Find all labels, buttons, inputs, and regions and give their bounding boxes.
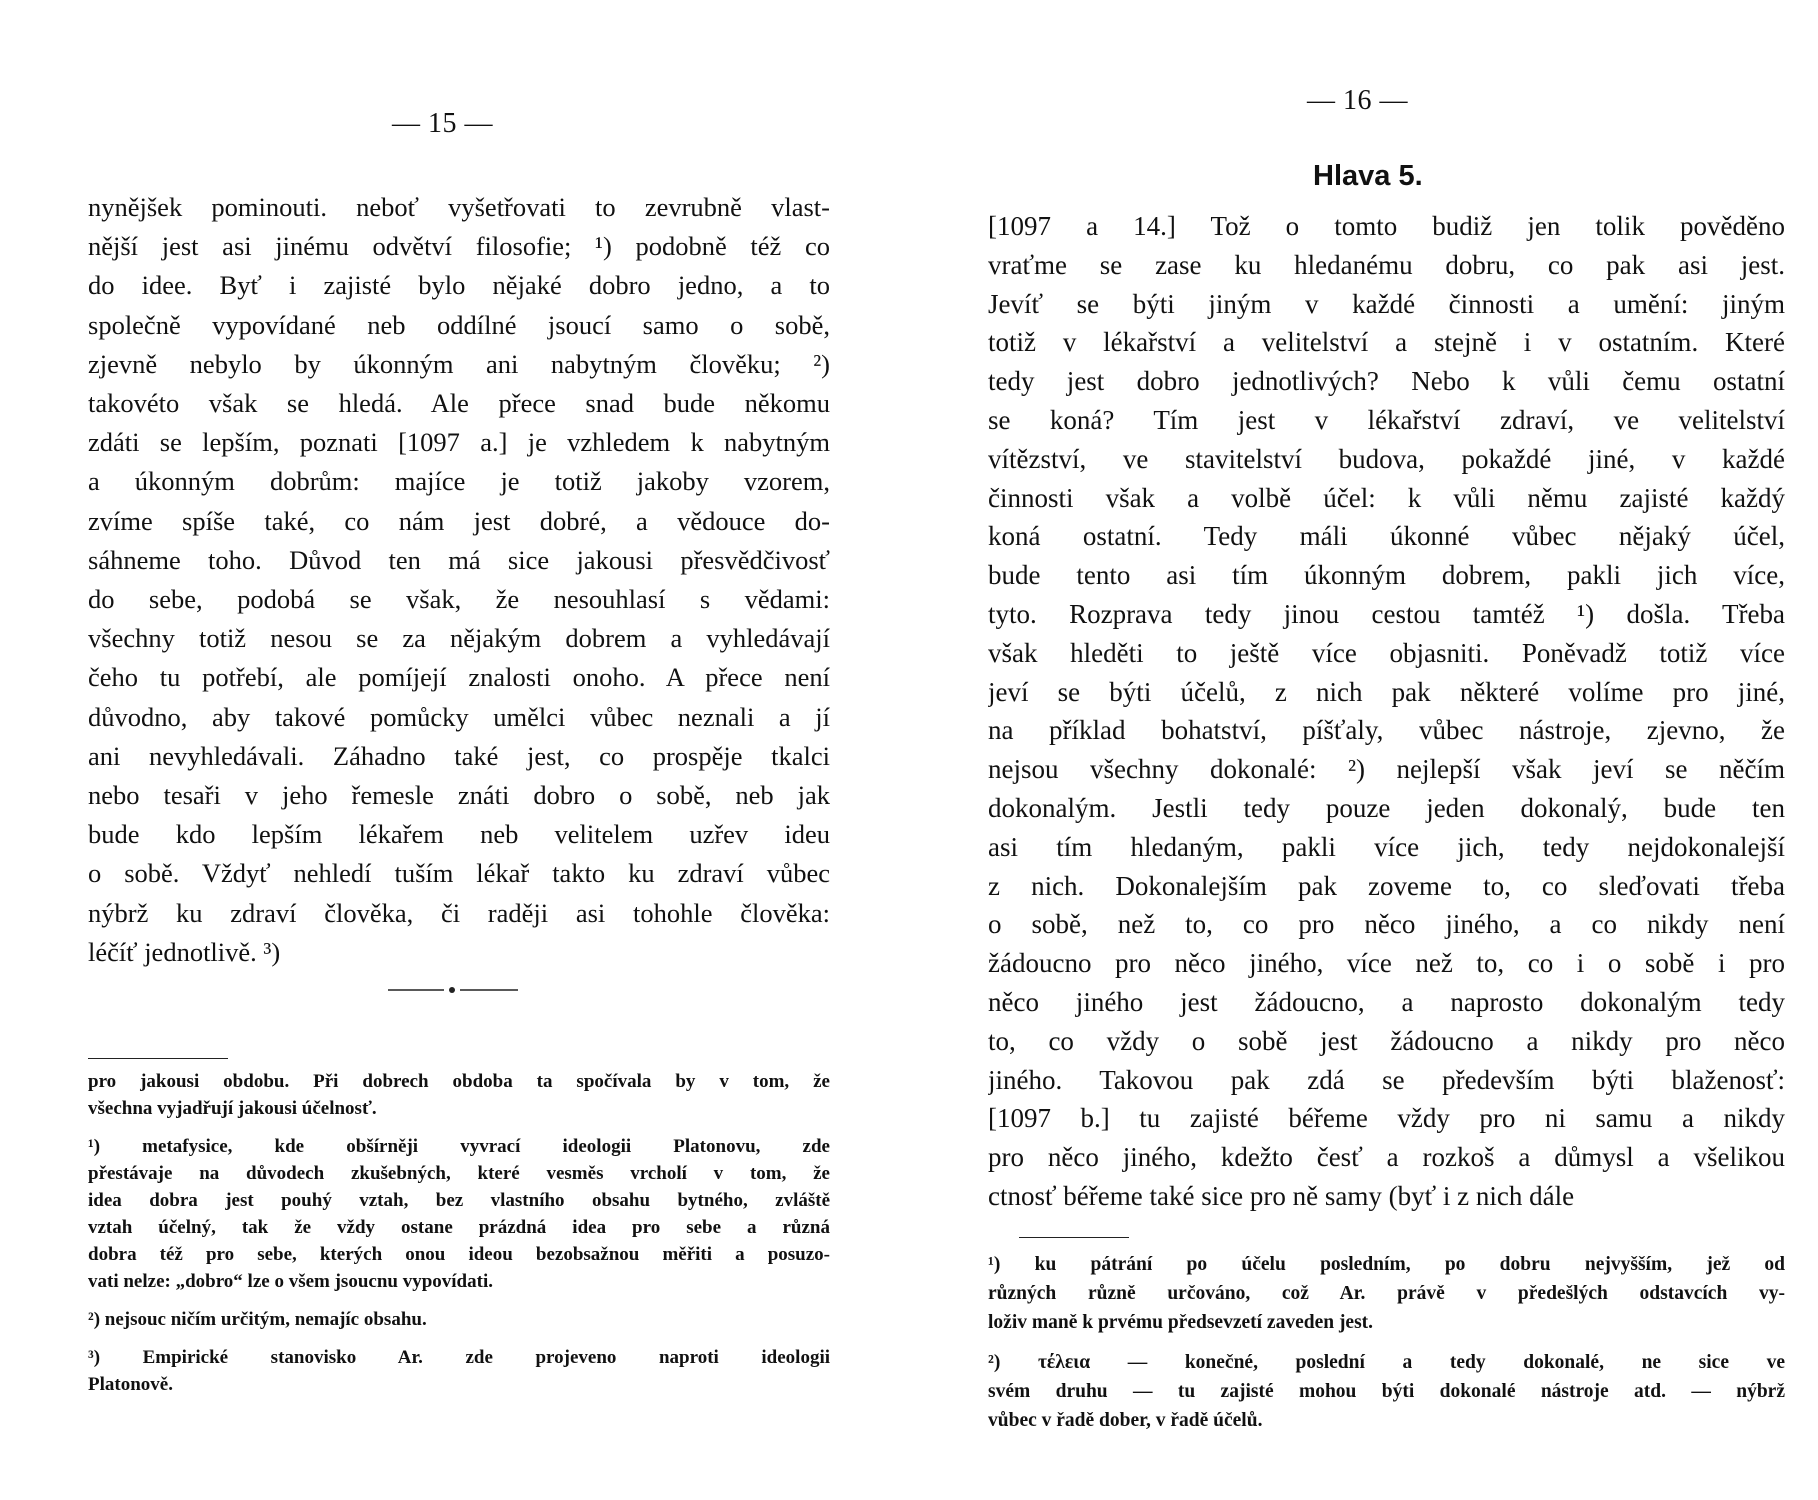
- text-line: z nich. Dokonalejším pak zoveme to, co sleďovati třeba: [988, 870, 1785, 901]
- footnote-line: vztah účelný, tak že vždy ostane prázdná idea pro sebe a různá: [88, 1217, 830, 1238]
- text-line: všechny totiž nesou se za nějakým dobrem a vyhledávají: [88, 623, 830, 654]
- text-line: důvodno, aby takové pomůcky umělci vůbec neznali a jí: [88, 701, 830, 732]
- text-line: dokonalým. Jestli tedy pouze jeden dokonalý, bude ten: [988, 792, 1785, 823]
- text-line: o sobě, než to, co pro něco jiného, a co nikdy není: [988, 909, 1785, 940]
- text-line: [1097 a 14.] Tož o tomto budiž jen tolik pověděno: [988, 211, 1785, 241]
- footnote-line: různých různě určováno, což Ar. právě v předešlých odstavcích vy-: [988, 1283, 1785, 1304]
- footnote-line: vůbec v řadě dober, v řadě účelů.: [988, 1410, 1263, 1431]
- text-line: o sobě. Vždyť nehledí tuším lékař takto ku zdraví vůbec: [88, 858, 830, 889]
- footnote-line: loživ maně k prvému předsevzetí zaveden jest.: [988, 1312, 1374, 1333]
- text-line: pro něco jiného, kdežto česť a rozkoš a důmysl a všelikou: [988, 1142, 1785, 1173]
- text-line: společně vypovídané neb oddílné jsoucí samo o sobě,: [88, 309, 830, 340]
- text-line: ctnosť béřeme také sice pro ně samy (byť i z nich dále: [988, 1180, 1575, 1211]
- footnote-line: pro jakousi obdobu. Při dobrech obdoba ta spočívala by v tom, že: [88, 1071, 830, 1092]
- page-number: — 16 —: [1307, 85, 1408, 116]
- right-page: [909, 0, 1818, 1500]
- text-line: a úkonným dobrům: majíce je totiž jakoby vzorem,: [88, 466, 830, 497]
- text-line: bude kdo lepším lékařem neb velitelem uzřev ideu: [88, 819, 830, 850]
- text-line: činnosti však a volbě účel: k vůli němu zajisté každý: [988, 482, 1785, 513]
- footnote-line: dobra též pro sebe, kterých onou ideou bezobsažnou měřiti a posuzo-: [88, 1244, 830, 1265]
- text-line: nebo tesaři v jeho řemesle znáti dobro o sobě, neb jak: [88, 780, 830, 811]
- footnote-line: ³) Empirické stanovisko Ar. zde projeveno naproti ideologii: [88, 1347, 830, 1368]
- text-line: do sebe, podobá se však, že nesouhlasí s vědami:: [88, 584, 830, 615]
- footnote-line: idea dobra jest pouhý vztah, bez vlastního obsahu bytného, zvláště: [88, 1190, 830, 1211]
- footnote-line: ¹) ku pátrání po účelu posledním, po dobru nejvyšším, jež od: [988, 1254, 1785, 1275]
- text-line: jiného. Takovou pak zdá se především býti blaženosť:: [988, 1064, 1785, 1095]
- footnote-line: svém druhu — tu zajisté mohou býti dokonalé nástroje atd. — nýbrž: [988, 1381, 1785, 1402]
- text-line: zdáti se lepším, poznati [1097 a.] je vzhledem k nabytným: [88, 427, 830, 458]
- main-text: [88, 188, 830, 972]
- text-line: to, co vždy o sobě jest žádoucno a nikdy pro něco: [988, 1025, 1785, 1056]
- text-line: [1097 b.] tu zajisté béřeme vždy pro ni samu a nikdy: [988, 1103, 1785, 1134]
- main-text: [988, 207, 1785, 1216]
- footnotes: [988, 1250, 1785, 1435]
- text-line: totiž v lékařství a velitelství a stejně i v ostatním. Které: [988, 327, 1785, 358]
- text-line: vraťme se zase ku hledanému dobru, co pak asi jest.: [988, 249, 1785, 280]
- text-line: na příklad bohatství, píšťaly, vůbec nástroje, zjevno, že: [988, 715, 1785, 746]
- footnote-line: ²) τέλεια — konečné, poslední a tedy dokonalé, ne sice ve: [988, 1352, 1785, 1373]
- text-line: něco jiného jest žádoucno, a naprosto dokonalým tedy: [988, 986, 1785, 1017]
- chapter-heading: Hlava 5.: [1313, 160, 1423, 192]
- text-line: tedy jest dobro jednotlivých? Nebo k vůli čemu ostatní: [988, 366, 1785, 397]
- text-line: asi tím hledaným, pakli více jich, tedy nejdokonalejší: [988, 831, 1785, 862]
- text-line: tyto. Rozprava tedy jinou cestou tamtéž ¹) došla. Třeba: [988, 598, 1785, 629]
- page-number: — 15 —: [392, 108, 493, 139]
- section-ornament: [388, 984, 518, 996]
- footnotes: [88, 1068, 830, 1398]
- footnote-line: ²) nejsouc ničím určitým, nemajíc obsahu.: [88, 1309, 427, 1330]
- text-line: takovéto však se hledá. Ale přece snad bude někomu: [88, 388, 830, 419]
- text-line: léčíť jednotlivě. ³): [88, 936, 281, 967]
- footnote-line: přestávaje na důvodech zkušebných, které vesměs vrcholí v tom, že: [88, 1163, 830, 1184]
- text-line: vítězství, ve stavitelství budova, pokaždé jiné, v každé: [988, 443, 1785, 474]
- footnote-separator: [1019, 1237, 1129, 1238]
- footnote-line: Platonově.: [88, 1374, 173, 1395]
- text-line: nýbrž ku zdraví člověka, či raději asi tohohle člověka:: [88, 897, 830, 928]
- footnote-line: všechna vyjadřují jakousi účelnosť.: [88, 1098, 377, 1119]
- text-line: nynějšek pominouti. neboť vyšetřovati to zevrubně vlast-: [88, 192, 830, 222]
- text-line: bude tento asi tím úkonným dobrem, pakli jich více,: [988, 560, 1785, 591]
- text-line: zjevně nebylo by úkonným ani nabytným člověku; ²): [88, 348, 830, 379]
- text-line: koná ostatní. Tedy máli úkonné vůbec nějaký účel,: [988, 521, 1785, 552]
- text-line: ani nevyhledávali. Záhadno také jest, co prospěje tkalci: [88, 740, 830, 771]
- text-line: čeho tu potřebí, ale pomíjejí znalosti onoho. A přece není: [88, 662, 830, 693]
- footnote-line: vati nelze: „dobro“ lze o všem jsoucnu vypovídati.: [88, 1271, 493, 1292]
- text-line: žádoucno pro něco jiného, více než to, co i o sobě i pro: [988, 948, 1785, 979]
- text-line: nější jest asi jinému odvětví filosofie; ¹) podobně též co: [88, 231, 830, 262]
- text-line: nejsou všechny dokonalé: ²) nejlepší však jeví se něčím: [988, 754, 1785, 785]
- text-line: jeví se býti účelů, z nich pak některé volíme pro jiné,: [988, 676, 1785, 707]
- text-line: zvíme spíše také, co nám jest dobré, a vědouce do-: [88, 505, 830, 536]
- text-line: do idee. Byť i zajisté bylo nějaké dobro jedno, a to: [88, 270, 830, 301]
- text-line: Jevíť se býti jiným v každé činnosti a umění: jiným: [988, 288, 1785, 319]
- footnote-separator: [88, 1058, 228, 1059]
- footnote-line: ¹) metafysice, kde obšírněji vyvrací ideologii Platonovu, zde: [88, 1136, 830, 1157]
- text-line: sáhneme toho. Důvod ten má sice jakousi přesvědčivosť: [88, 544, 830, 575]
- text-line: však hleděti to ještě více objasniti. Poněvadž totiž více: [988, 637, 1785, 668]
- text-line: se koná? Tím jest v lékařství zdraví, ve velitelství: [988, 404, 1785, 435]
